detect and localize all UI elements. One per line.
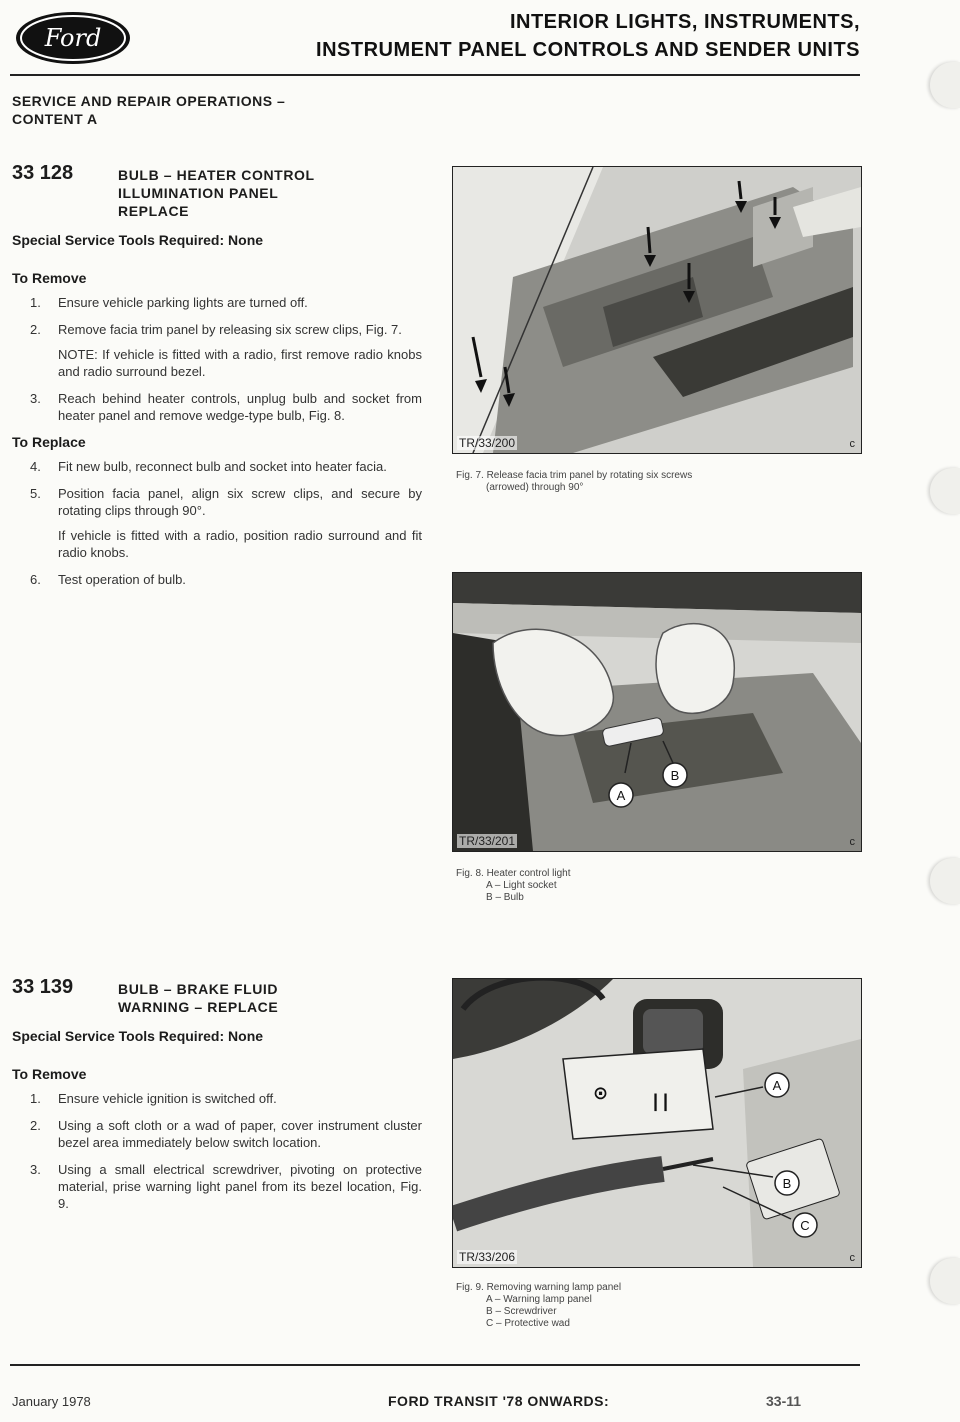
operation-title: BULB – HEATER CONTROL ILLUMINATION PANEL REPLACE <box>118 167 315 219</box>
svg-text:A: A <box>772 1078 782 1093</box>
step: 1. Ensure vehicle parking lights are turned off. <box>30 295 308 310</box>
figure-ref: TR/33/200 <box>459 436 516 450</box>
svg-text:B: B <box>670 768 680 783</box>
svg-text:B: B <box>782 1176 792 1191</box>
step: 5. Position facia panel, align six screw clips, and secure by rotating clips through 90°. <box>30 486 422 518</box>
figure-7-photo <box>452 166 862 454</box>
footer-rule <box>10 1364 860 1366</box>
step: 4. Fit new bulb, reconnect bulb and socket into heater facia. <box>30 459 387 474</box>
figure-corner-mark: c <box>849 836 855 848</box>
section-33-128 <box>12 162 422 598</box>
figure-corner-mark: c <box>849 1252 855 1264</box>
binder-tab <box>930 468 960 514</box>
remove-steps <box>12 1090 422 1212</box>
operation-number: 33 139 <box>12 976 74 998</box>
chapter-title: INTERIOR LIGHTS, INSTRUMENTS, INSTRUMENT PANEL CONTROLS AND SENDER UNITS <box>316 11 860 61</box>
svg-text:Ford: Ford <box>44 24 102 52</box>
note: NOTE: If vehicle is fitted with a radio, first remove radio knobs and radio surround bezel. <box>58 347 422 379</box>
remove-steps-cont <box>12 390 422 424</box>
section-heading <box>12 976 422 1028</box>
figure-9-photo <box>452 978 862 1268</box>
operation-number: 33 128 <box>12 162 74 184</box>
step: 3. Reach behind heater controls, unplug bulb and socket from heater panel and remove wedge-type bulb, Fig. 8. <box>30 391 422 423</box>
content-title: SERVICE AND REPAIR OPERATIONS – CONTENT A <box>12 93 286 127</box>
svg-text:⊙: ⊙ <box>593 1083 609 1103</box>
operation-title: BULB – BRAKE FLUID WARNING – REPLACE <box>118 981 279 1015</box>
svg-text:| |: | | <box>653 1091 669 1111</box>
replace-steps-cont <box>12 571 422 588</box>
figure-8-caption: Fig. 8. Heater control light A – Light socket B – Bulb <box>456 868 571 903</box>
figure-9-caption: Fig. 9. Removing warning lamp panel A – Warning lamp panel B – Screwdriver C – Protective wad <box>456 1282 622 1329</box>
figure-7-caption: Fig. 7. Release facia trim panel by rotating six screws (arrowed) through 90° <box>456 470 693 493</box>
footer-title: FORD TRANSIT '78 ONWARDS: <box>388 1393 610 1409</box>
step: 2. Using a soft cloth or a wad of paper, cover instrument cluster bezel area immediately below switch location. <box>30 1118 422 1150</box>
figure-ref: TR/33/206 <box>459 1250 516 1264</box>
figure-corner-mark: c <box>849 438 855 450</box>
footer-date: January 1978 <box>12 1394 91 1409</box>
replace-steps <box>12 458 422 519</box>
figure-ref: TR/33/201 <box>459 834 516 848</box>
step: 6. Test operation of bulb. <box>30 572 186 587</box>
section-33-139 <box>12 976 422 1222</box>
tools-required: Special Service Tools Required: None <box>12 1028 264 1044</box>
page-header <box>0 0 960 80</box>
section-heading <box>12 162 422 232</box>
to-replace-heading: To Replace <box>12 434 86 450</box>
to-remove-heading: To Remove <box>12 1066 87 1082</box>
header-rule <box>10 74 860 76</box>
note: If vehicle is fitted with a radio, position radio surround and fit radio knobs. <box>58 528 422 560</box>
ford-logo <box>14 10 132 66</box>
svg-text:A: A <box>616 788 626 803</box>
svg-text:C: C <box>800 1218 810 1233</box>
figure-8-photo <box>452 572 862 852</box>
tools-required: Special Service Tools Required: None <box>12 232 264 248</box>
step: 1. Ensure vehicle ignition is switched off. <box>30 1091 277 1106</box>
page-number: 33-11 <box>766 1393 802 1409</box>
step: 3. Using a small electrical screwdriver, pivoting on protective material, prise warning light panel from its bezel location, Fig. 9. <box>30 1162 422 1211</box>
step: 2. Remove facia trim panel by releasing six screw clips, Fig. 7. <box>30 322 402 337</box>
to-remove-heading: To Remove <box>12 270 87 286</box>
binder-tab <box>930 858 960 904</box>
remove-steps <box>12 294 422 338</box>
binder-tab <box>930 1258 960 1304</box>
